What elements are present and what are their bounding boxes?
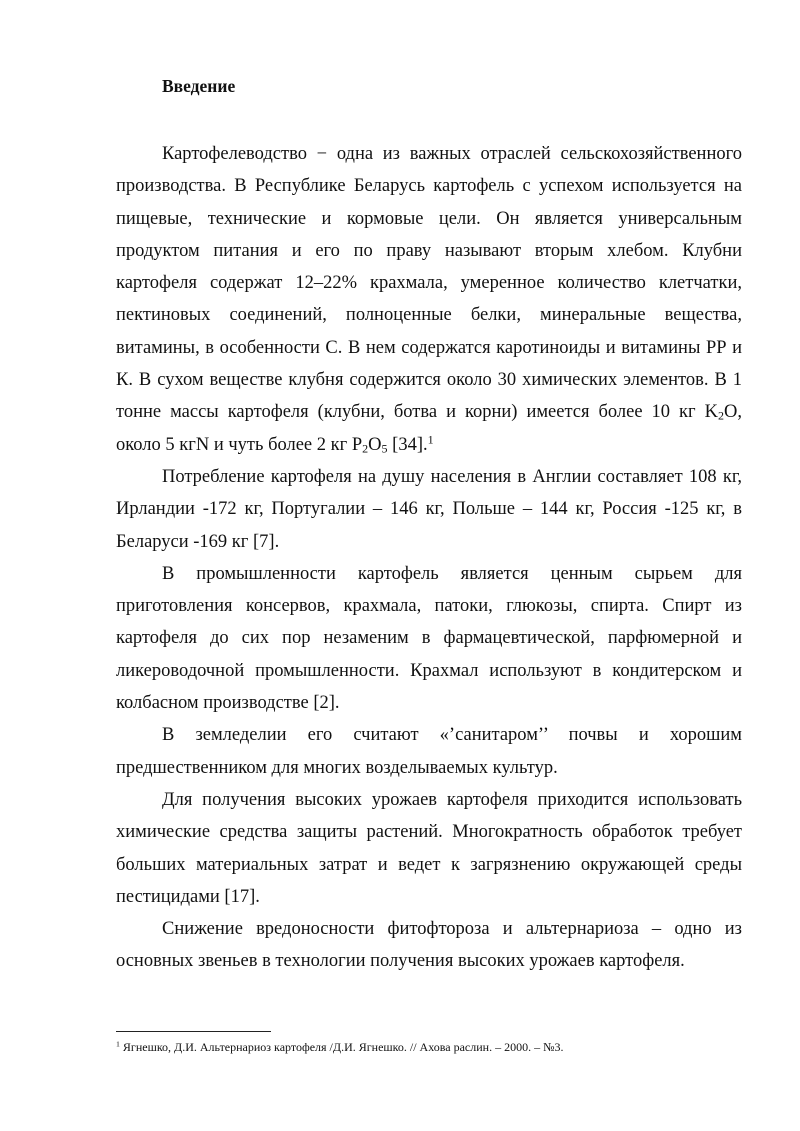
body-text <box>116 138 742 978</box>
paragraph-3: В промышленности картофель является ценным сырьем для приготовления консервов, крахмала, патоки, глюкозы, спирта. Спирт из картофеля до сих пор незаменим в фармацевтической, парфюмерной и ликероводочной промышленности. Крахмал используют в кондитерском и колбасном производстве [2]. <box>116 563 742 714</box>
paragraph-5: Для получения высоких урожаев картофеля приходится использовать химические средства защиты растений. Многократность обработок требует больших материальных затрат и ведет к загрязнению окружающей среды пестицидами [17]. <box>116 789 742 907</box>
footnote-text: Ягнешко, Д.И. Альтернариоз картофеля /Д.И. Ягнешко. // Ахова раслин. – 2000. – №3. <box>119 1040 564 1054</box>
paragraph-1-text-a: Картофелеводство − одна из важных отраслей сельскохозяйственного производства. В Республике Беларусь картофель с успехом используется на пищевые, технические и кормовые цели. Он является универсальным продуктом питания и его по праву называют вторым хлебом. Клубни картофеля содержат 12–22% крахмала, умеренное количество клетчатки, пектиновых соединений, полноценные белки, минеральные вещества, витамины, в особенности С. В нем содержатся каротиноиды и витамины РР и К. В сухом веществе клубня содержится около 30 химических элементов. В 1 тонне массы картофеля (клубни, ботва и корни) имеется более 10 кг K <box>116 144 742 423</box>
paragraph-1-text-d: [34]. <box>387 434 428 455</box>
subscript-k2: 2 <box>717 409 724 424</box>
footnote-reference[interactable]: 1 <box>427 432 434 447</box>
paragraph-4: В земледелии его считают «’санитаром’’ почвы и хорошим предшественником для многих возделываемых культур. <box>116 725 742 778</box>
paragraph-2: Потребление картофеля на душу населения в Англии составляет 108 кг, Ирландии -172 кг, Португалии – 146 кг, Польше – 144 кг, Россия -125 кг, в Беларуси -169 кг [7]. <box>116 466 742 552</box>
footnote-divider <box>116 1031 271 1032</box>
footnote <box>116 1040 756 1055</box>
paragraph-6: Снижение вредоносности фитофтороза и альтернариоза – одно из основных звеньев в технологии получения высоких урожаев картофеля. <box>116 919 742 972</box>
paragraph-1-text-b: O, около 5 кгN и чуть более 2 кг P <box>116 402 742 455</box>
paragraph-1-text-c: O <box>368 434 382 455</box>
section-heading: Введение <box>162 76 236 96</box>
subscript-o5: 5 <box>381 441 388 456</box>
subscript-p2: 2 <box>362 441 369 456</box>
paragraph-1 <box>116 138 742 461</box>
footnote-mark: 1 <box>116 1039 120 1049</box>
